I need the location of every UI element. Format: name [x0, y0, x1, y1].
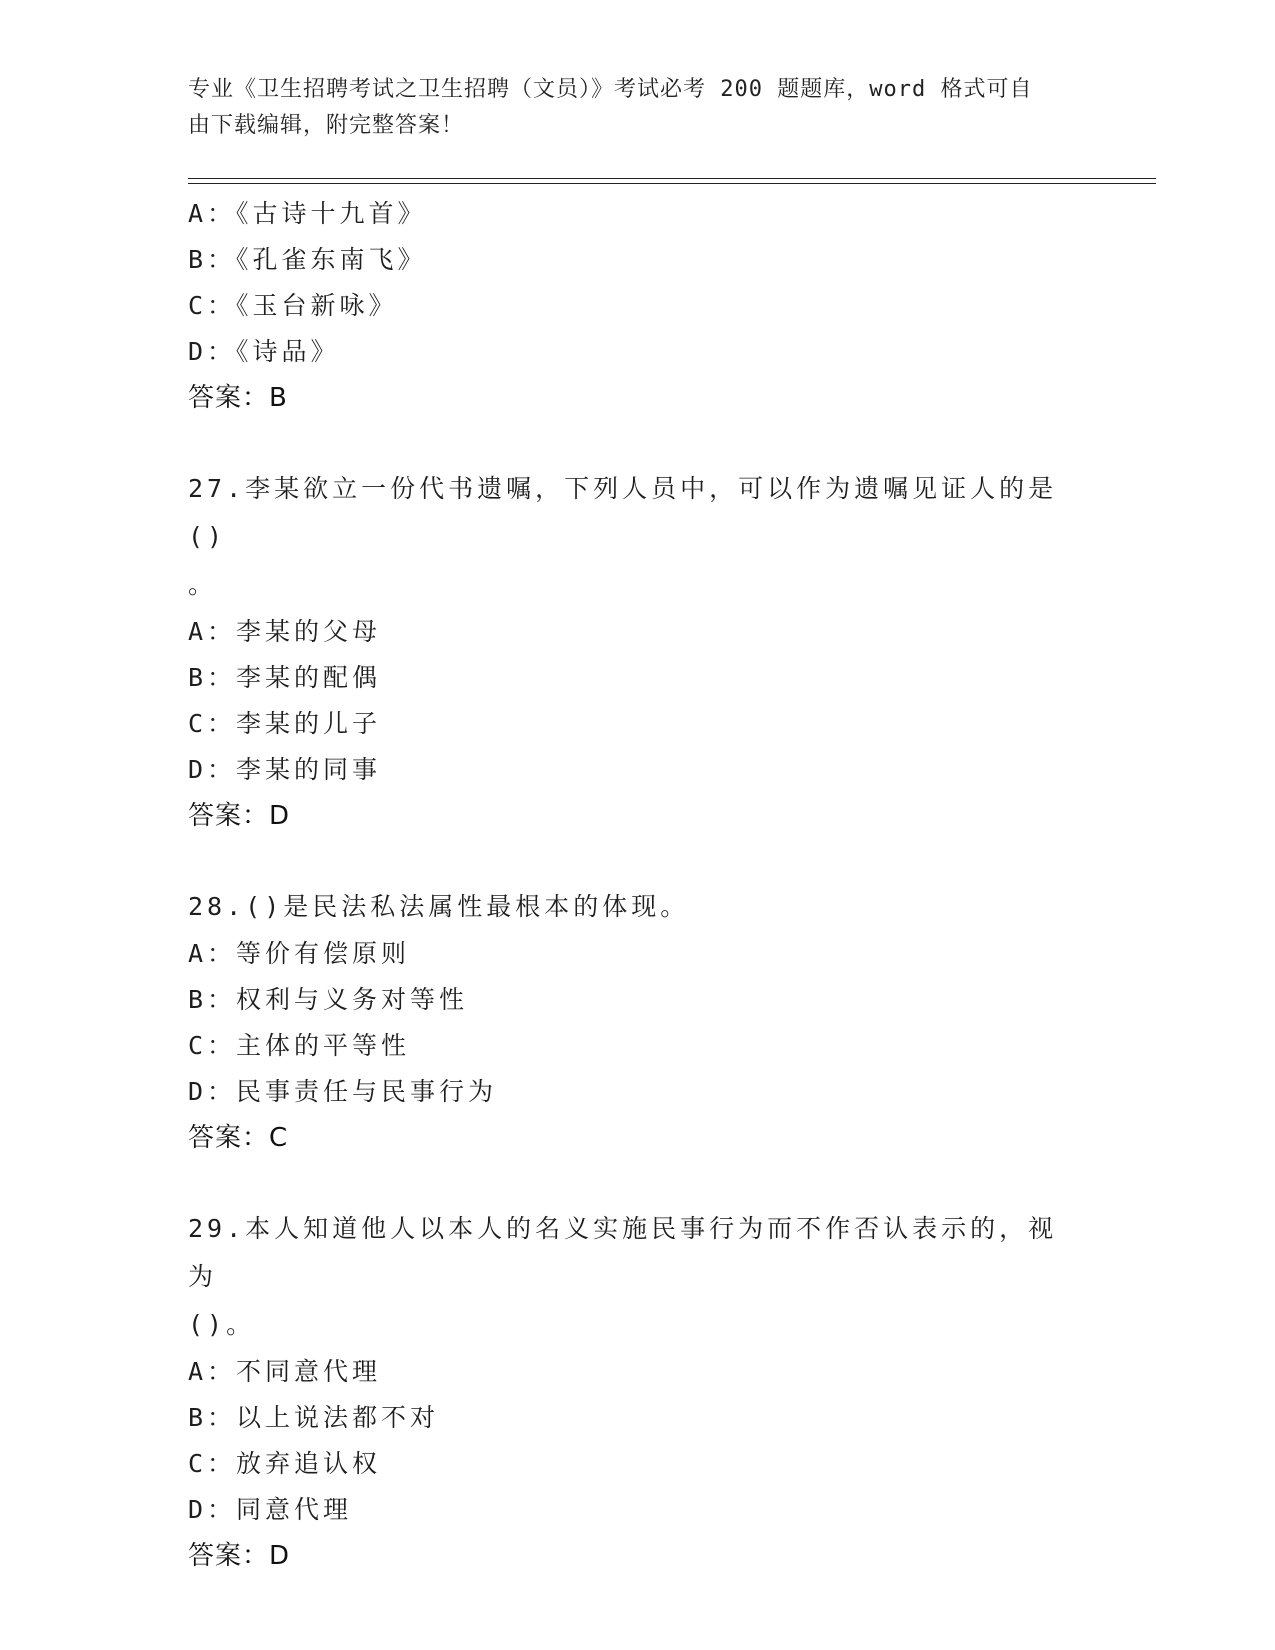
option-d: D：同意代理 [188, 1495, 353, 1524]
option-a: A：《古诗十九首》 [188, 199, 427, 228]
option-b: B：权利与义务对等性 [188, 985, 469, 1014]
option-d: D：民事责任与民事行为 [188, 1077, 498, 1106]
answer-line: 答案：C [188, 1123, 289, 1153]
header-line-2: 由下载编辑，附完整答案！ [188, 113, 465, 138]
answer-line: 答案：B [188, 383, 288, 413]
option-a: A：李某的父母 [188, 617, 382, 646]
option-a: A：不同意代理 [188, 1357, 382, 1386]
option-b: B：李某的配偶 [188, 663, 382, 692]
option-b: B：《孔雀东南飞》 [188, 245, 427, 274]
option-c: C：李某的儿子 [188, 709, 382, 738]
question-line-1: 29.本人知道他人以本人的名义实施民事行为而不作否认表示的，视为 [188, 1214, 1058, 1291]
document-body [188, 191, 1088, 1579]
question-text [188, 883, 1078, 931]
option-c: C：《玉台新咏》 [188, 291, 398, 320]
option-c: C：主体的平等性 [188, 1031, 411, 1060]
option-a: A：等价有偿原则 [188, 939, 411, 968]
question-block-26 [188, 191, 1088, 421]
document-header [188, 72, 1078, 144]
question-line-2: 。 [188, 570, 218, 599]
option-d: D：李某的同事 [188, 755, 382, 784]
question-text [188, 1205, 1078, 1349]
option-b: B：以上说法都不对 [188, 1403, 440, 1432]
option-c: C：放弃追认权 [188, 1449, 382, 1478]
answer-line: 答案：D [188, 1541, 291, 1571]
question-line-1: 27.李某欲立一份代书遗嘱，下列人员中，可以作为遗嘱见证人的是() [188, 474, 1058, 551]
header-line-1: 专业《卫生招聘考试之卫生招聘（文员）》考试必考 200 题题库，word 格式可自 [188, 77, 1033, 102]
header-divider-top [188, 178, 1156, 179]
question-line-2: ()。 [188, 1310, 256, 1339]
question-block-28 [188, 883, 1088, 1161]
answer-line: 答案：D [188, 801, 291, 831]
question-block-29 [188, 1205, 1088, 1579]
question-text [188, 465, 1078, 609]
question-line-1: 28.()是民法私法属性最根本的体现。 [188, 892, 690, 921]
option-d: D：《诗品》 [188, 337, 340, 366]
question-block-27 [188, 465, 1088, 839]
header-divider-bottom [188, 183, 1156, 184]
